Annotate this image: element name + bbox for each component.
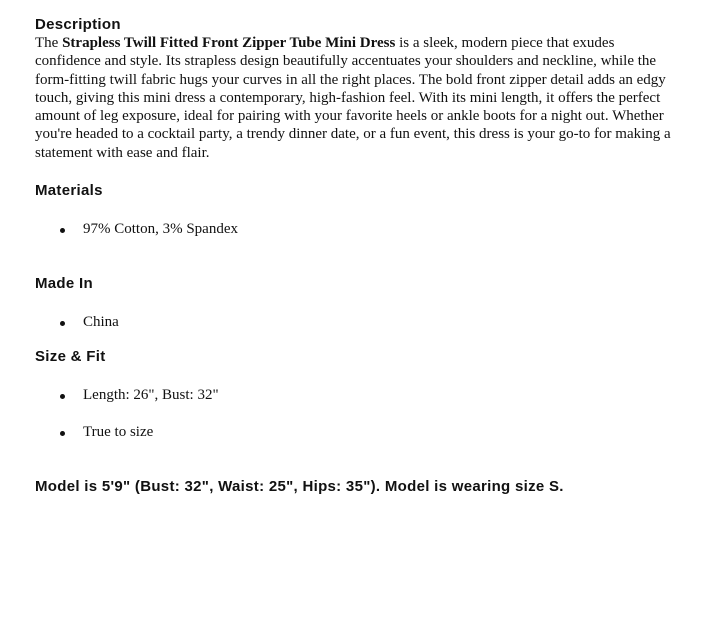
- list-item: [35, 386, 675, 404]
- bullet-icon: [60, 394, 65, 399]
- size-fit-heading: Size & Fit: [35, 348, 106, 366]
- description-intro: The: [35, 35, 63, 51]
- size-fit-item-text: Length: 26", Bust: 32": [83, 387, 219, 404]
- size-fit-list: [35, 386, 675, 441]
- materials-heading: Materials: [35, 182, 103, 200]
- bullet-icon: [60, 321, 65, 326]
- list-item: [35, 220, 675, 238]
- size-fit-item-text: True to size: [83, 424, 154, 441]
- description-heading: Description: [35, 16, 121, 33]
- materials-list: [35, 220, 675, 238]
- bullet-icon: [60, 228, 65, 233]
- bullet-icon: [60, 431, 65, 436]
- product-details: [35, 16, 675, 496]
- materials-item-text: 97% Cotton, 3% Spandex: [83, 221, 238, 238]
- made-in-heading: Made In: [35, 275, 93, 293]
- list-item: [35, 313, 675, 331]
- description-body: is a sleek, modern piece that exudes confidence and style. Its strapless design beautifully accentuates your shoulders and neckline, while the form-fitting twill fabric hugs your curves in all the right places. The bold front zipper detail adds an edgy touch, giving this mini dress a contemporary, high-fashion feel. With its mini length, it offers the perfect amount of leg exposure, ideal for pairing with your favorite heels or ankle boots for a night out. Whether you're headed to a cocktail party, a trendy dinner date, or a fun event, this dress is your go-to for making a statement with ease and flair.: [35, 35, 671, 161]
- made-in-list: [35, 313, 675, 331]
- list-item: [35, 423, 675, 441]
- product-name: Strapless Twill Fitted Front Zipper Tube Mini Dress: [62, 35, 396, 51]
- model-note: Model is 5'9" (Bust: 32", Waist: 25", Hips: 35"). Model is wearing size S.: [35, 478, 564, 496]
- made-in-item-text: China: [83, 314, 119, 331]
- description-text: [35, 34, 675, 162]
